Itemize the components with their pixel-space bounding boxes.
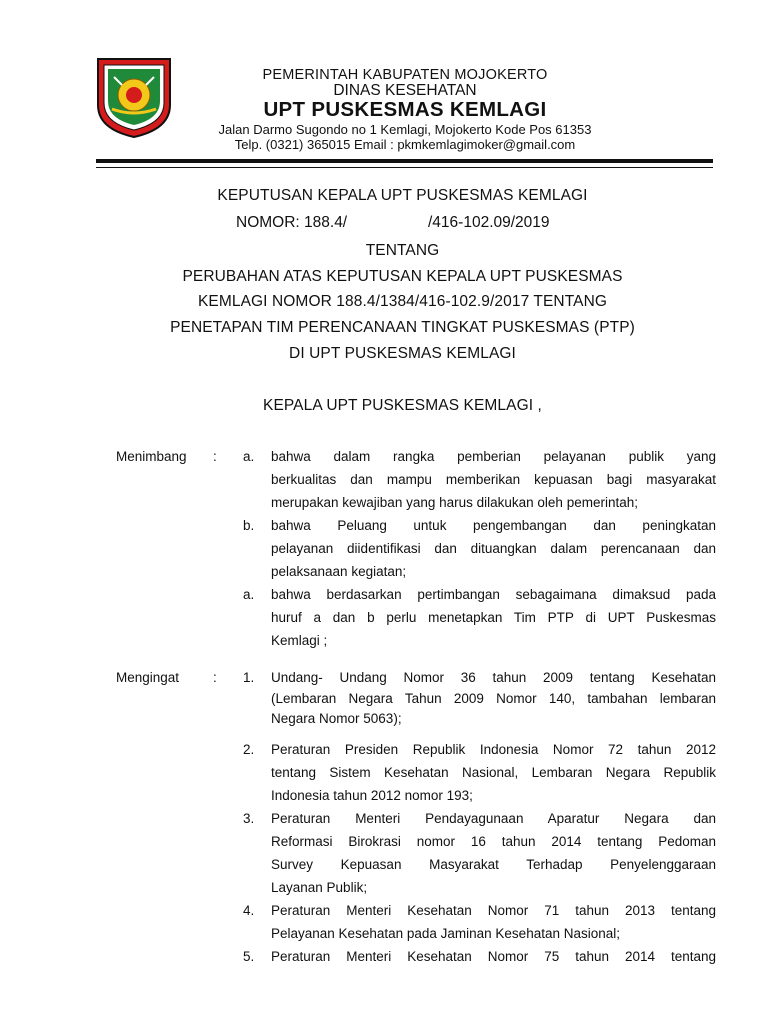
list-item-line: pelaksanaan kegiatan; — [271, 564, 407, 579]
institution-name: UPT PUSKESMAS KEMLAGI — [263, 98, 547, 121]
list-item-marker: 1. — [243, 670, 255, 685]
list-item-line: bahwa berdasarkan pertimbangan sebagaimana dimaksud pada — [271, 587, 716, 602]
subject-line: PERUBAHAN ATAS KEPUTUSAN KEPALA UPT PUSKESMAS — [182, 268, 623, 285]
address-line: Jalan Darmo Sugondo no 1 Kemlagi, Mojokerto Kode Pos 61353 — [218, 122, 592, 137]
decree-title: KEPUTUSAN KEPALA UPT PUSKESMAS KEMLAGI — [217, 187, 588, 204]
list-item-line: Undang- Undang Nomor 36 tahun 2009 tentang Kesehatan — [271, 670, 716, 685]
list-item-line: Negara Nomor 5063); — [271, 711, 402, 726]
issuer-heading: KEPALA UPT PUSKESMAS KEMLAGI , — [263, 397, 542, 414]
list-item-line: Indonesia tahun 2012 nomor 193; — [271, 788, 473, 803]
list-item-line: huruf a dan b perlu menetapkan Tim PTP di UPT Puskesmas — [271, 610, 716, 625]
department-name: DINAS KESEHATAN — [333, 82, 477, 99]
list-item-marker: a. — [243, 587, 255, 602]
list-item-line: pelayanan diidentifikasi dan dituangkan dalam perencanaan dan — [271, 541, 716, 556]
list-item-line: Peraturan Menteri Pendayagunaan Aparatur Negara dan — [271, 811, 716, 826]
decree-number-suffix: /416-102.09/2019 — [428, 214, 550, 231]
list-item-line: Kemlagi ; — [271, 633, 328, 648]
list-item-marker: b. — [243, 518, 255, 533]
list-item-marker: 5. — [243, 949, 255, 964]
list-item-line: tentang Sistem Kesehatan Nasional, Lembaran Negara Republik — [271, 765, 716, 780]
list-item-line: Layanan Publik; — [271, 880, 368, 895]
tentang-heading: TENTANG — [365, 242, 440, 259]
list-item-line: Peraturan Menteri Kesehatan Nomor 75 tahun 2014 tentang — [271, 949, 716, 964]
list-item-marker: 4. — [243, 903, 255, 918]
letterhead-divider-thin — [96, 167, 713, 168]
subject-line: KEMLAGI NOMOR 188.4/1384/416-102.9/2017 TENTANG — [197, 293, 608, 310]
list-item-line: bahwa dalam rangka pemberian pelayanan publik yang — [271, 449, 716, 464]
menimbang-colon: : — [213, 449, 217, 464]
menimbang-label: Menimbang — [116, 449, 187, 464]
contact-line: Telp. (0321) 365015 Email : pkmkemlagimoker@gmail.com — [234, 137, 576, 152]
list-item-line: merupakan kewajiban yang harus dilakukan oleh pemerintah; — [271, 495, 638, 510]
subject-line: DI UPT PUSKESMAS KEMLAGI — [289, 345, 516, 362]
list-item-line: Pelayanan Kesehatan pada Jaminan Kesehatan Nasional; — [271, 926, 621, 941]
list-item-marker: 2. — [243, 742, 255, 757]
list-item-line: berkualitas dan mampu memberikan kepuasan bagi masyarakat — [271, 472, 716, 487]
mengingat-label: Mengingat — [116, 670, 180, 685]
list-item-line: Reformasi Birokrasi nomor 16 tahun 2014 tentang Pedoman — [271, 834, 716, 849]
subject-line: PENETAPAN TIM PERENCANAAN TINGKAT PUSKESMAS (PTP) — [170, 319, 635, 336]
list-item-line: Peraturan Menteri Kesehatan Nomor 71 tahun 2013 tentang — [271, 903, 716, 918]
list-item-marker: 3. — [243, 811, 255, 826]
list-item-line: Peraturan Presiden Republik Indonesia Nomor 72 tahun 2012 — [271, 742, 716, 757]
list-item-line: Survey Kepuasan Masyarakat Terhadap Penyelenggaraan — [271, 857, 716, 872]
list-item-line: bahwa Peluang untuk pengembangan dan peningkatan — [271, 518, 716, 533]
list-item-line: (Lembaran Negara Tahun 2009 Nomor 140, tambahan lembaran — [271, 691, 716, 706]
decree-number-label: NOMOR: 188.4/ — [236, 214, 348, 231]
list-item-marker: a. — [243, 449, 255, 464]
mengingat-colon: : — [213, 670, 217, 685]
letterhead-divider-thick — [96, 159, 713, 163]
regency-emblem-icon — [94, 55, 174, 139]
government-name: PEMERINTAH KABUPATEN MOJOKERTO — [262, 67, 548, 83]
